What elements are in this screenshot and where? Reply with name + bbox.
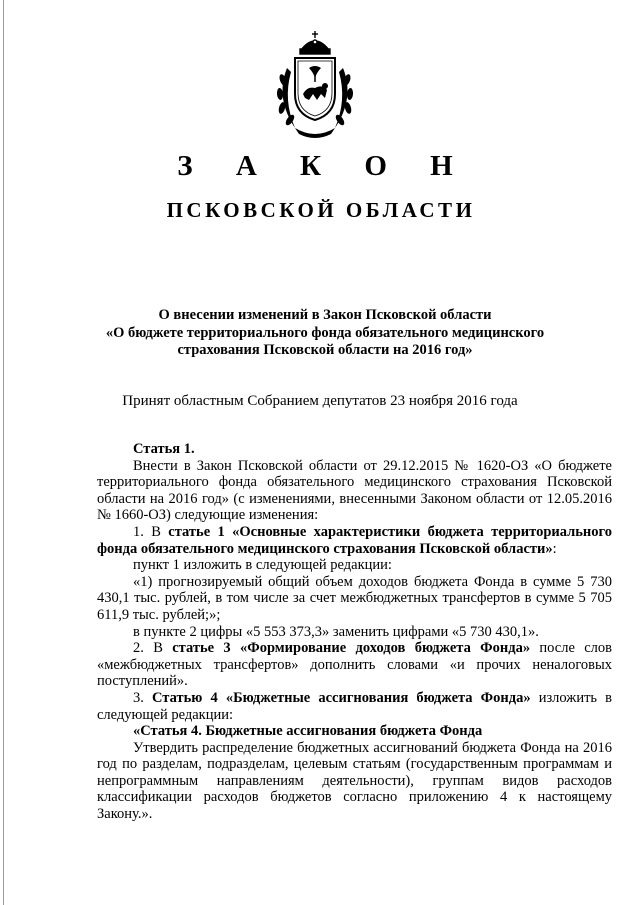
amendment-item-1	[97, 524, 612, 557]
new-article-heading: «Статья 4. Бюджетные ассигнования бюджета Фонда	[133, 723, 483, 740]
shield-icon	[295, 58, 335, 120]
item-article-ref: статье 1 «Основные характеристики бюджета территориального фонда обязательного медицинского страхования Псковской области»	[97, 523, 613, 557]
item-number: 1. В	[133, 523, 169, 540]
item-article-ref: статье 3 «Формирование доходов бюджета Фонда»	[172, 640, 531, 657]
item-1-quote: «1) прогнозируемый общий объем доходов бюджета Фонда в сумме 5 730 430,1 тыс. рублей, в том числе за счет межбюджетных трансфертов в сумме 5 705 611,9 тыс. рублей;»;	[97, 573, 612, 623]
item-1-point: пункт 1 изложить в следующей редакции:	[133, 557, 392, 574]
subject-line: «О бюджете территориального фонда обязательного медицинского	[105, 324, 545, 341]
subject-line: О внесении изменений в Закон Псковской области	[158, 307, 492, 323]
scan-edge-line	[3, 0, 4, 905]
item-tail: после слов «межбюджетных трансфертов» дополнить словами «и прочих неналоговых поступлений».	[97, 640, 613, 690]
subject-line: страхования Псковской области на 2016 год»	[177, 342, 473, 358]
law-subject	[95, 307, 555, 360]
item-tail: изложить в следующей редакции:	[97, 689, 613, 723]
coat-of-arms-emblem	[265, 28, 365, 148]
new-article-text: Утвердить распределение бюджетных ассигнований бюджета Фонда на 2016 год по разделам, подразделам, целевым статьям (государственным программам и непрограммным направлениям деятельности), группам видов расходов классификации расходов бюджетов согласно приложению 4 к настоящему Закону.».	[97, 739, 612, 823]
law-title: З А К О Н	[177, 150, 471, 182]
item-number: 3.	[133, 689, 152, 706]
amendment-item-2	[97, 640, 612, 690]
amendment-item-3	[97, 690, 612, 723]
article-heading: Статья 1.	[133, 441, 195, 457]
item-article-ref: Статью 4 «Бюджетные ассигнования бюджета Фонда»	[152, 689, 531, 706]
adoption-note: Принят областным Собранием депутатов 23 ноября 2016 года	[122, 393, 518, 409]
law-body	[97, 441, 612, 823]
item-tail: :	[552, 540, 557, 557]
crown-icon	[300, 31, 330, 54]
region-title: ПСКОВСКОЙ ОБЛАСТИ	[166, 198, 476, 222]
item-1-point-2: в пункте 2 цифры «5 553 373,3» заменить цифрами «5 730 430,1».	[133, 623, 539, 640]
item-number: 2. В	[133, 640, 173, 657]
article-intro: Внести в Закон Псковской области от 29.12.2015 № 1620-ОЗ «О бюджете территориального фонда обязательного медицинского страхования Псковской области на 2016 год» (с изменениями, внесенными Законом области от 12.05.2016 № 1660-ОЗ) следующие изменения:	[97, 457, 612, 524]
